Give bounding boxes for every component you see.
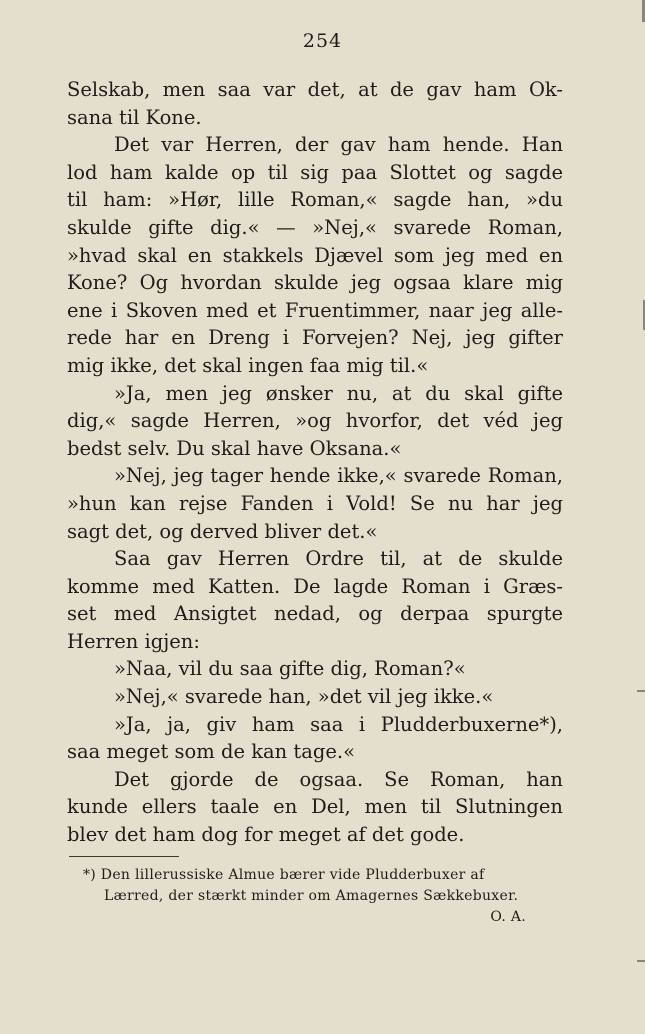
text-line: set med Ansigtet nedad, og derpaa spurgte — [67, 602, 563, 626]
page-edge-mark — [637, 690, 645, 692]
footnote-line: *) Den lillerussiske Almue bærer vide Pludderbuxer af — [83, 867, 485, 883]
text-line: »Nej, jeg tager hende ikke,« svarede Roman, — [114, 464, 563, 488]
footnote-signature: O. A. — [490, 909, 526, 925]
text-line: »Nej,« svarede han, »det vil jeg ikke.« — [114, 685, 494, 709]
text-line: dig,« sagde Herren, »og hvorfor, det véd jeg — [67, 409, 563, 433]
text-line: rede har en Dreng i Forvejen? Nej, jeg gifter — [67, 326, 563, 350]
footnote — [83, 865, 568, 928]
text-line: »hun kan rejse Fanden i Vold! Se nu har jeg — [67, 491, 563, 515]
text-line: Herren igjen: — [67, 629, 200, 653]
footnote-divider — [69, 856, 179, 857]
text-line: bedst selv. Du skal have Oksana.« — [67, 436, 402, 460]
text-line: »Naa, vil du saa gifte dig, Roman?« — [114, 657, 466, 681]
text-line: »hvad skal en stakkels Djævel som jeg med en — [67, 243, 563, 267]
text-line: sagt det, og derved bliver det.« — [67, 519, 378, 543]
text-line: sana til Kone. — [67, 105, 202, 129]
text-line: Kone? Og hvordan skulde jeg ogsaa klare mig — [67, 271, 563, 295]
text-line: kunde ellers taale en Del, men til Slutningen — [67, 795, 563, 819]
text-line: skulde gifte dig.« — »Nej,« svarede Roman, — [67, 215, 563, 239]
page-number: 254 — [302, 30, 343, 52]
text-line: til ham: »Hør, lille Roman,« sagde han, »du — [67, 188, 563, 212]
footnote-line: Lærred, der stærkt minder om Amagernes Sækkebuxer. — [104, 888, 519, 904]
text-line: Saa gav Herren Ordre til, at de skulde — [114, 547, 563, 571]
text-line: blev det ham dog for meget af det gode. — [67, 823, 465, 847]
text-line: lod ham kalde op til sig paa Slottet og sagde — [67, 160, 563, 184]
text-line: ene i Skoven med et Fruentimmer, naar jeg alle- — [67, 298, 563, 322]
text-line: saa meget som de kan tage.« — [67, 740, 356, 764]
text-line: »Ja, ja, giv ham saa i Pludderbuxerne*), — [114, 712, 563, 736]
text-line: »Ja, men jeg ønsker nu, at du skal gifte — [114, 381, 563, 405]
body-text — [67, 76, 563, 849]
text-line: Det gjorde de ogsaa. Se Roman, han — [114, 767, 563, 791]
text-line: mig ikke, det skal ingen faa mig til.« — [67, 353, 429, 377]
text-line: komme med Katten. De lagde Roman i Græs- — [67, 574, 563, 598]
page-edge-mark — [637, 960, 645, 962]
text-line: Det var Herren, der gav ham hende. Han — [114, 133, 563, 157]
text-line: Selskab, men saa var det, at de gav ham Ok- — [67, 78, 563, 101]
